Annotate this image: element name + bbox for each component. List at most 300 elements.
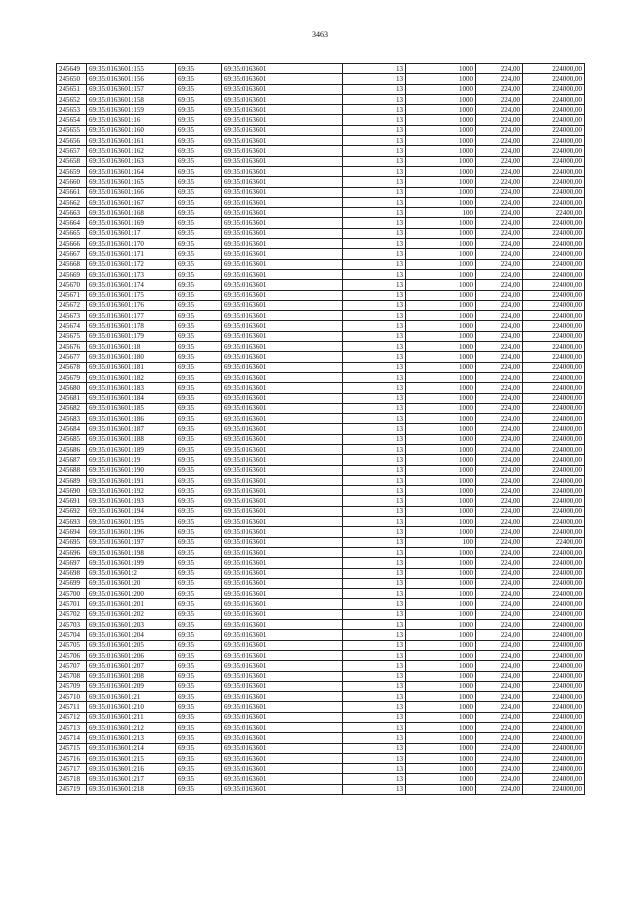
- cadastral-number-cell: 69:35:0163601:183: [87, 383, 176, 393]
- price-cell: 224,00: [476, 321, 523, 331]
- cost-cell: 224000,00: [523, 259, 585, 269]
- table-row: [57, 671, 585, 681]
- table-row: [57, 692, 585, 702]
- price-cell: 224,00: [476, 393, 523, 403]
- quarter-number-cell: 69:35:0163601: [222, 290, 343, 300]
- cost-cell: 224000,00: [523, 620, 585, 630]
- cost-cell: 224000,00: [523, 496, 585, 506]
- cadastral-number-cell: 69:35:0163601:17: [87, 228, 176, 238]
- category-code-cell: 13: [343, 424, 406, 434]
- quarter-number-cell: 69:35:0163601: [222, 506, 343, 516]
- category-code-cell: 13: [343, 74, 406, 84]
- price-cell: 224,00: [476, 239, 523, 249]
- category-code-cell: 13: [343, 362, 406, 372]
- table-row: [57, 208, 585, 218]
- table-row: [57, 578, 585, 588]
- quarter-number-cell: 69:35:0163601: [222, 527, 343, 537]
- area-cell: 1000: [406, 475, 476, 485]
- price-cell: 224,00: [476, 300, 523, 310]
- row-number-cell: 245694: [57, 527, 87, 537]
- row-number-cell: 245700: [57, 589, 87, 599]
- cadastral-number-cell: 69:35:0163601:205: [87, 640, 176, 650]
- table-row: [57, 486, 585, 496]
- cost-cell: 224000,00: [523, 372, 585, 382]
- area-cell: 1000: [406, 218, 476, 228]
- cost-cell: 224000,00: [523, 177, 585, 187]
- cadastral-number-cell: 69:35:0163601:214: [87, 743, 176, 753]
- district-code-cell: 69:35: [176, 527, 222, 537]
- cost-cell: 224000,00: [523, 414, 585, 424]
- cadastral-number-cell: 69:35:0163601:203: [87, 620, 176, 630]
- category-code-cell: 13: [343, 187, 406, 197]
- table-row: [57, 661, 585, 671]
- cost-cell: 224000,00: [523, 383, 585, 393]
- area-cell: 1000: [406, 177, 476, 187]
- quarter-number-cell: 69:35:0163601: [222, 568, 343, 578]
- district-code-cell: 69:35: [176, 753, 222, 763]
- quarter-number-cell: 69:35:0163601: [222, 558, 343, 568]
- category-code-cell: 13: [343, 259, 406, 269]
- row-number-cell: 245697: [57, 558, 87, 568]
- price-cell: 224,00: [476, 228, 523, 238]
- quarter-number-cell: 69:35:0163601: [222, 444, 343, 454]
- cadastral-number-cell: 69:35:0163601:216: [87, 764, 176, 774]
- category-code-cell: 13: [343, 156, 406, 166]
- category-code-cell: 13: [343, 537, 406, 547]
- cadastral-number-cell: 69:35:0163601:178: [87, 321, 176, 331]
- area-cell: 1000: [406, 383, 476, 393]
- cadastral-number-cell: 69:35:0163601:162: [87, 146, 176, 156]
- table-row: [57, 650, 585, 660]
- area-cell: 1000: [406, 249, 476, 259]
- cadastral-number-cell: 69:35:0163601:217: [87, 774, 176, 784]
- row-number-cell: 245693: [57, 517, 87, 527]
- cost-cell: 224000,00: [523, 218, 585, 228]
- category-code-cell: 13: [343, 743, 406, 753]
- area-cell: 1000: [406, 280, 476, 290]
- price-cell: 224,00: [476, 414, 523, 424]
- cadastral-number-cell: 69:35:0163601:159: [87, 105, 176, 115]
- price-cell: 224,00: [476, 692, 523, 702]
- cadastral-number-cell: 69:35:0163601:157: [87, 84, 176, 94]
- district-code-cell: 69:35: [176, 424, 222, 434]
- area-cell: 1000: [406, 393, 476, 403]
- price-cell: 224,00: [476, 290, 523, 300]
- cadastral-number-cell: 69:35:0163601:215: [87, 753, 176, 763]
- price-cell: 224,00: [476, 475, 523, 485]
- district-code-cell: 69:35: [176, 125, 222, 135]
- cost-cell: 224000,00: [523, 166, 585, 176]
- table-row: [57, 372, 585, 382]
- category-code-cell: 13: [343, 84, 406, 94]
- table-row: [57, 393, 585, 403]
- area-cell: 1000: [406, 465, 476, 475]
- district-code-cell: 69:35: [176, 136, 222, 146]
- price-cell: 224,00: [476, 403, 523, 413]
- row-number-cell: 245679: [57, 372, 87, 382]
- cost-cell: 224000,00: [523, 239, 585, 249]
- area-cell: 1000: [406, 300, 476, 310]
- category-code-cell: 13: [343, 94, 406, 104]
- quarter-number-cell: 69:35:0163601: [222, 64, 343, 74]
- table-row: [57, 568, 585, 578]
- quarter-number-cell: 69:35:0163601: [222, 228, 343, 238]
- row-number-cell: 245660: [57, 177, 87, 187]
- quarter-number-cell: 69:35:0163601: [222, 74, 343, 84]
- row-number-cell: 245654: [57, 115, 87, 125]
- area-cell: 1000: [406, 64, 476, 74]
- area-cell: 1000: [406, 187, 476, 197]
- cost-cell: 224000,00: [523, 702, 585, 712]
- cadastral-number-cell: 69:35:0163601:211: [87, 712, 176, 722]
- district-code-cell: 69:35: [176, 434, 222, 444]
- quarter-number-cell: 69:35:0163601: [222, 630, 343, 640]
- table-row: [57, 290, 585, 300]
- cost-cell: 224000,00: [523, 486, 585, 496]
- quarter-number-cell: 69:35:0163601: [222, 537, 343, 547]
- district-code-cell: 69:35: [176, 661, 222, 671]
- price-cell: 224,00: [476, 486, 523, 496]
- row-number-cell: 245705: [57, 640, 87, 650]
- area-cell: 1000: [406, 506, 476, 516]
- cost-cell: 22400,00: [523, 208, 585, 218]
- price-cell: 224,00: [476, 444, 523, 454]
- row-number-cell: 245652: [57, 94, 87, 104]
- district-code-cell: 69:35: [176, 671, 222, 681]
- price-cell: 224,00: [476, 712, 523, 722]
- cost-cell: 224000,00: [523, 547, 585, 557]
- category-code-cell: 13: [343, 527, 406, 537]
- price-cell: 224,00: [476, 702, 523, 712]
- quarter-number-cell: 69:35:0163601: [222, 187, 343, 197]
- area-cell: 1000: [406, 136, 476, 146]
- district-code-cell: 69:35: [176, 269, 222, 279]
- category-code-cell: 13: [343, 640, 406, 650]
- row-number-cell: 245714: [57, 733, 87, 743]
- price-cell: 224,00: [476, 506, 523, 516]
- quarter-number-cell: 69:35:0163601: [222, 84, 343, 94]
- district-code-cell: 69:35: [176, 311, 222, 321]
- quarter-number-cell: 69:35:0163601: [222, 331, 343, 341]
- row-number-cell: 245695: [57, 537, 87, 547]
- district-code-cell: 69:35: [176, 208, 222, 218]
- table-row: [57, 609, 585, 619]
- category-code-cell: 13: [343, 671, 406, 681]
- cadastral-number-cell: 69:35:0163601:169: [87, 218, 176, 228]
- price-cell: 224,00: [476, 537, 523, 547]
- category-code-cell: 13: [343, 331, 406, 341]
- row-number-cell: 245711: [57, 702, 87, 712]
- district-code-cell: 69:35: [176, 465, 222, 475]
- price-cell: 224,00: [476, 620, 523, 630]
- category-code-cell: 13: [343, 681, 406, 691]
- price-cell: 224,00: [476, 578, 523, 588]
- area-cell: 1000: [406, 259, 476, 269]
- area-cell: 1000: [406, 311, 476, 321]
- district-code-cell: 69:35: [176, 630, 222, 640]
- category-code-cell: 13: [343, 414, 406, 424]
- quarter-number-cell: 69:35:0163601: [222, 455, 343, 465]
- quarter-number-cell: 69:35:0163601: [222, 372, 343, 382]
- cadastral-number-cell: 69:35:0163601:19: [87, 455, 176, 465]
- category-code-cell: 13: [343, 444, 406, 454]
- price-cell: 224,00: [476, 342, 523, 352]
- category-code-cell: 13: [343, 486, 406, 496]
- quarter-number-cell: 69:35:0163601: [222, 393, 343, 403]
- table-row: [57, 259, 585, 269]
- cadastral-number-cell: 69:35:0163601:200: [87, 589, 176, 599]
- row-number-cell: 245669: [57, 269, 87, 279]
- cadastral-number-cell: 69:35:0163601:21: [87, 692, 176, 702]
- row-number-cell: 245682: [57, 403, 87, 413]
- cadastral-number-cell: 69:35:0163601:210: [87, 702, 176, 712]
- cadastral-number-cell: 69:35:0163601:2: [87, 568, 176, 578]
- table-row: [57, 753, 585, 763]
- price-cell: 224,00: [476, 434, 523, 444]
- area-cell: 1000: [406, 352, 476, 362]
- quarter-number-cell: 69:35:0163601: [222, 362, 343, 372]
- category-code-cell: 13: [343, 166, 406, 176]
- category-code-cell: 13: [343, 342, 406, 352]
- price-cell: 224,00: [476, 383, 523, 393]
- cost-cell: 224000,00: [523, 156, 585, 166]
- row-number-cell: 245662: [57, 197, 87, 207]
- area-cell: 1000: [406, 517, 476, 527]
- table-row: [57, 774, 585, 784]
- category-code-cell: 13: [343, 300, 406, 310]
- district-code-cell: 69:35: [176, 218, 222, 228]
- area-cell: 1000: [406, 424, 476, 434]
- quarter-number-cell: 69:35:0163601: [222, 650, 343, 660]
- category-code-cell: 13: [343, 125, 406, 135]
- cadastral-number-cell: 69:35:0163601:174: [87, 280, 176, 290]
- cadastral-number-cell: 69:35:0163601:207: [87, 661, 176, 671]
- cadastral-number-cell: 69:35:0163601:171: [87, 249, 176, 259]
- quarter-number-cell: 69:35:0163601: [222, 640, 343, 650]
- cadastral-number-cell: 69:35:0163601:182: [87, 372, 176, 382]
- district-code-cell: 69:35: [176, 156, 222, 166]
- cadastral-number-cell: 69:35:0163601:158: [87, 94, 176, 104]
- cost-cell: 224000,00: [523, 300, 585, 310]
- area-cell: 100: [406, 537, 476, 547]
- cost-cell: 224000,00: [523, 105, 585, 115]
- cadastral-number-cell: 69:35:0163601:212: [87, 723, 176, 733]
- table-row: [57, 125, 585, 135]
- area-cell: 1000: [406, 620, 476, 630]
- row-number-cell: 245698: [57, 568, 87, 578]
- table-row: [57, 702, 585, 712]
- district-code-cell: 69:35: [176, 578, 222, 588]
- category-code-cell: 13: [343, 496, 406, 506]
- area-cell: 100: [406, 208, 476, 218]
- area-cell: 1000: [406, 197, 476, 207]
- area-cell: 1000: [406, 321, 476, 331]
- district-code-cell: 69:35: [176, 537, 222, 547]
- cadastral-number-cell: 69:35:0163601:195: [87, 517, 176, 527]
- price-cell: 224,00: [476, 733, 523, 743]
- row-number-cell: 245684: [57, 424, 87, 434]
- category-code-cell: 13: [343, 784, 406, 794]
- price-cell: 224,00: [476, 455, 523, 465]
- row-number-cell: 245665: [57, 228, 87, 238]
- area-cell: 1000: [406, 115, 476, 125]
- cost-cell: 224000,00: [523, 393, 585, 403]
- area-cell: 1000: [406, 331, 476, 341]
- category-code-cell: 13: [343, 372, 406, 382]
- cost-cell: 224000,00: [523, 434, 585, 444]
- cost-cell: 224000,00: [523, 681, 585, 691]
- area-cell: 1000: [406, 764, 476, 774]
- cost-cell: 224000,00: [523, 784, 585, 794]
- quarter-number-cell: 69:35:0163601: [222, 383, 343, 393]
- category-code-cell: 13: [343, 733, 406, 743]
- area-cell: 1000: [406, 568, 476, 578]
- price-cell: 224,00: [476, 517, 523, 527]
- row-number-cell: 245719: [57, 784, 87, 794]
- cost-cell: 224000,00: [523, 568, 585, 578]
- table-row: [57, 249, 585, 259]
- cost-cell: 224000,00: [523, 753, 585, 763]
- category-code-cell: 13: [343, 352, 406, 362]
- area-cell: 1000: [406, 342, 476, 352]
- price-cell: 224,00: [476, 74, 523, 84]
- area-cell: 1000: [406, 496, 476, 506]
- category-code-cell: 13: [343, 105, 406, 115]
- area-cell: 1000: [406, 578, 476, 588]
- row-number-cell: 245717: [57, 764, 87, 774]
- table-row: [57, 280, 585, 290]
- cadastral-number-cell: 69:35:0163601:181: [87, 362, 176, 372]
- area-cell: 1000: [406, 434, 476, 444]
- cost-cell: 224000,00: [523, 424, 585, 434]
- cost-cell: 224000,00: [523, 599, 585, 609]
- quarter-number-cell: 69:35:0163601: [222, 620, 343, 630]
- district-code-cell: 69:35: [176, 506, 222, 516]
- area-cell: 1000: [406, 599, 476, 609]
- row-number-cell: 245691: [57, 496, 87, 506]
- cost-cell: 224000,00: [523, 342, 585, 352]
- quarter-number-cell: 69:35:0163601: [222, 146, 343, 156]
- category-code-cell: 13: [343, 383, 406, 393]
- area-cell: 1000: [406, 692, 476, 702]
- district-code-cell: 69:35: [176, 517, 222, 527]
- price-cell: 224,00: [476, 146, 523, 156]
- cost-cell: 224000,00: [523, 94, 585, 104]
- table-row: [57, 506, 585, 516]
- category-code-cell: 13: [343, 269, 406, 279]
- cost-cell: 224000,00: [523, 723, 585, 733]
- cost-cell: 224000,00: [523, 197, 585, 207]
- table-row: [57, 723, 585, 733]
- row-number-cell: 245687: [57, 455, 87, 465]
- category-code-cell: 13: [343, 208, 406, 218]
- table-row: [57, 321, 585, 331]
- table-row: [57, 455, 585, 465]
- row-number-cell: 245655: [57, 125, 87, 135]
- row-number-cell: 245683: [57, 414, 87, 424]
- cost-cell: 224000,00: [523, 671, 585, 681]
- table-row: [57, 342, 585, 352]
- table-row: [57, 630, 585, 640]
- cost-cell: 224000,00: [523, 609, 585, 619]
- quarter-number-cell: 69:35:0163601: [222, 753, 343, 763]
- category-code-cell: 13: [343, 403, 406, 413]
- row-number-cell: 245688: [57, 465, 87, 475]
- row-number-cell: 245680: [57, 383, 87, 393]
- area-cell: 1000: [406, 558, 476, 568]
- area-cell: 1000: [406, 702, 476, 712]
- cadastral-number-cell: 69:35:0163601:190: [87, 465, 176, 475]
- district-code-cell: 69:35: [176, 197, 222, 207]
- cost-cell: 224000,00: [523, 352, 585, 362]
- quarter-number-cell: 69:35:0163601: [222, 156, 343, 166]
- area-cell: 1000: [406, 712, 476, 722]
- price-cell: 224,00: [476, 197, 523, 207]
- quarter-number-cell: 69:35:0163601: [222, 311, 343, 321]
- category-code-cell: 13: [343, 280, 406, 290]
- price-cell: 224,00: [476, 372, 523, 382]
- row-number-cell: 245663: [57, 208, 87, 218]
- district-code-cell: 69:35: [176, 403, 222, 413]
- district-code-cell: 69:35: [176, 723, 222, 733]
- table-row: [57, 764, 585, 774]
- price-cell: 224,00: [476, 558, 523, 568]
- table-row: [57, 177, 585, 187]
- district-code-cell: 69:35: [176, 177, 222, 187]
- quarter-number-cell: 69:35:0163601: [222, 259, 343, 269]
- area-cell: 1000: [406, 650, 476, 660]
- cost-cell: 224000,00: [523, 187, 585, 197]
- district-code-cell: 69:35: [176, 692, 222, 702]
- district-code-cell: 69:35: [176, 249, 222, 259]
- cadastral-number-cell: 69:35:0163601:185: [87, 403, 176, 413]
- category-code-cell: 13: [343, 393, 406, 403]
- cost-cell: 224000,00: [523, 475, 585, 485]
- cost-cell: 224000,00: [523, 774, 585, 784]
- cadastral-number-cell: 69:35:0163601:192: [87, 486, 176, 496]
- cost-cell: 224000,00: [523, 506, 585, 516]
- district-code-cell: 69:35: [176, 259, 222, 269]
- district-code-cell: 69:35: [176, 383, 222, 393]
- category-code-cell: 13: [343, 599, 406, 609]
- district-code-cell: 69:35: [176, 115, 222, 125]
- quarter-number-cell: 69:35:0163601: [222, 249, 343, 259]
- table-row: [57, 311, 585, 321]
- district-code-cell: 69:35: [176, 362, 222, 372]
- table-row: [57, 620, 585, 630]
- row-number-cell: 245689: [57, 475, 87, 485]
- row-number-cell: 245715: [57, 743, 87, 753]
- price-cell: 224,00: [476, 311, 523, 321]
- table-row: [57, 743, 585, 753]
- cost-cell: 224000,00: [523, 146, 585, 156]
- cost-cell: 224000,00: [523, 280, 585, 290]
- cost-cell: 224000,00: [523, 125, 585, 135]
- row-number-cell: 245677: [57, 352, 87, 362]
- price-cell: 224,00: [476, 125, 523, 135]
- district-code-cell: 69:35: [176, 444, 222, 454]
- quarter-number-cell: 69:35:0163601: [222, 136, 343, 146]
- quarter-number-cell: 69:35:0163601: [222, 197, 343, 207]
- cadastral-number-cell: 69:35:0163601:186: [87, 414, 176, 424]
- quarter-number-cell: 69:35:0163601: [222, 475, 343, 485]
- row-number-cell: 245703: [57, 620, 87, 630]
- price-cell: 224,00: [476, 681, 523, 691]
- category-code-cell: 13: [343, 712, 406, 722]
- quarter-number-cell: 69:35:0163601: [222, 177, 343, 187]
- area-cell: 1000: [406, 455, 476, 465]
- cadastral-number-cell: 69:35:0163601:160: [87, 125, 176, 135]
